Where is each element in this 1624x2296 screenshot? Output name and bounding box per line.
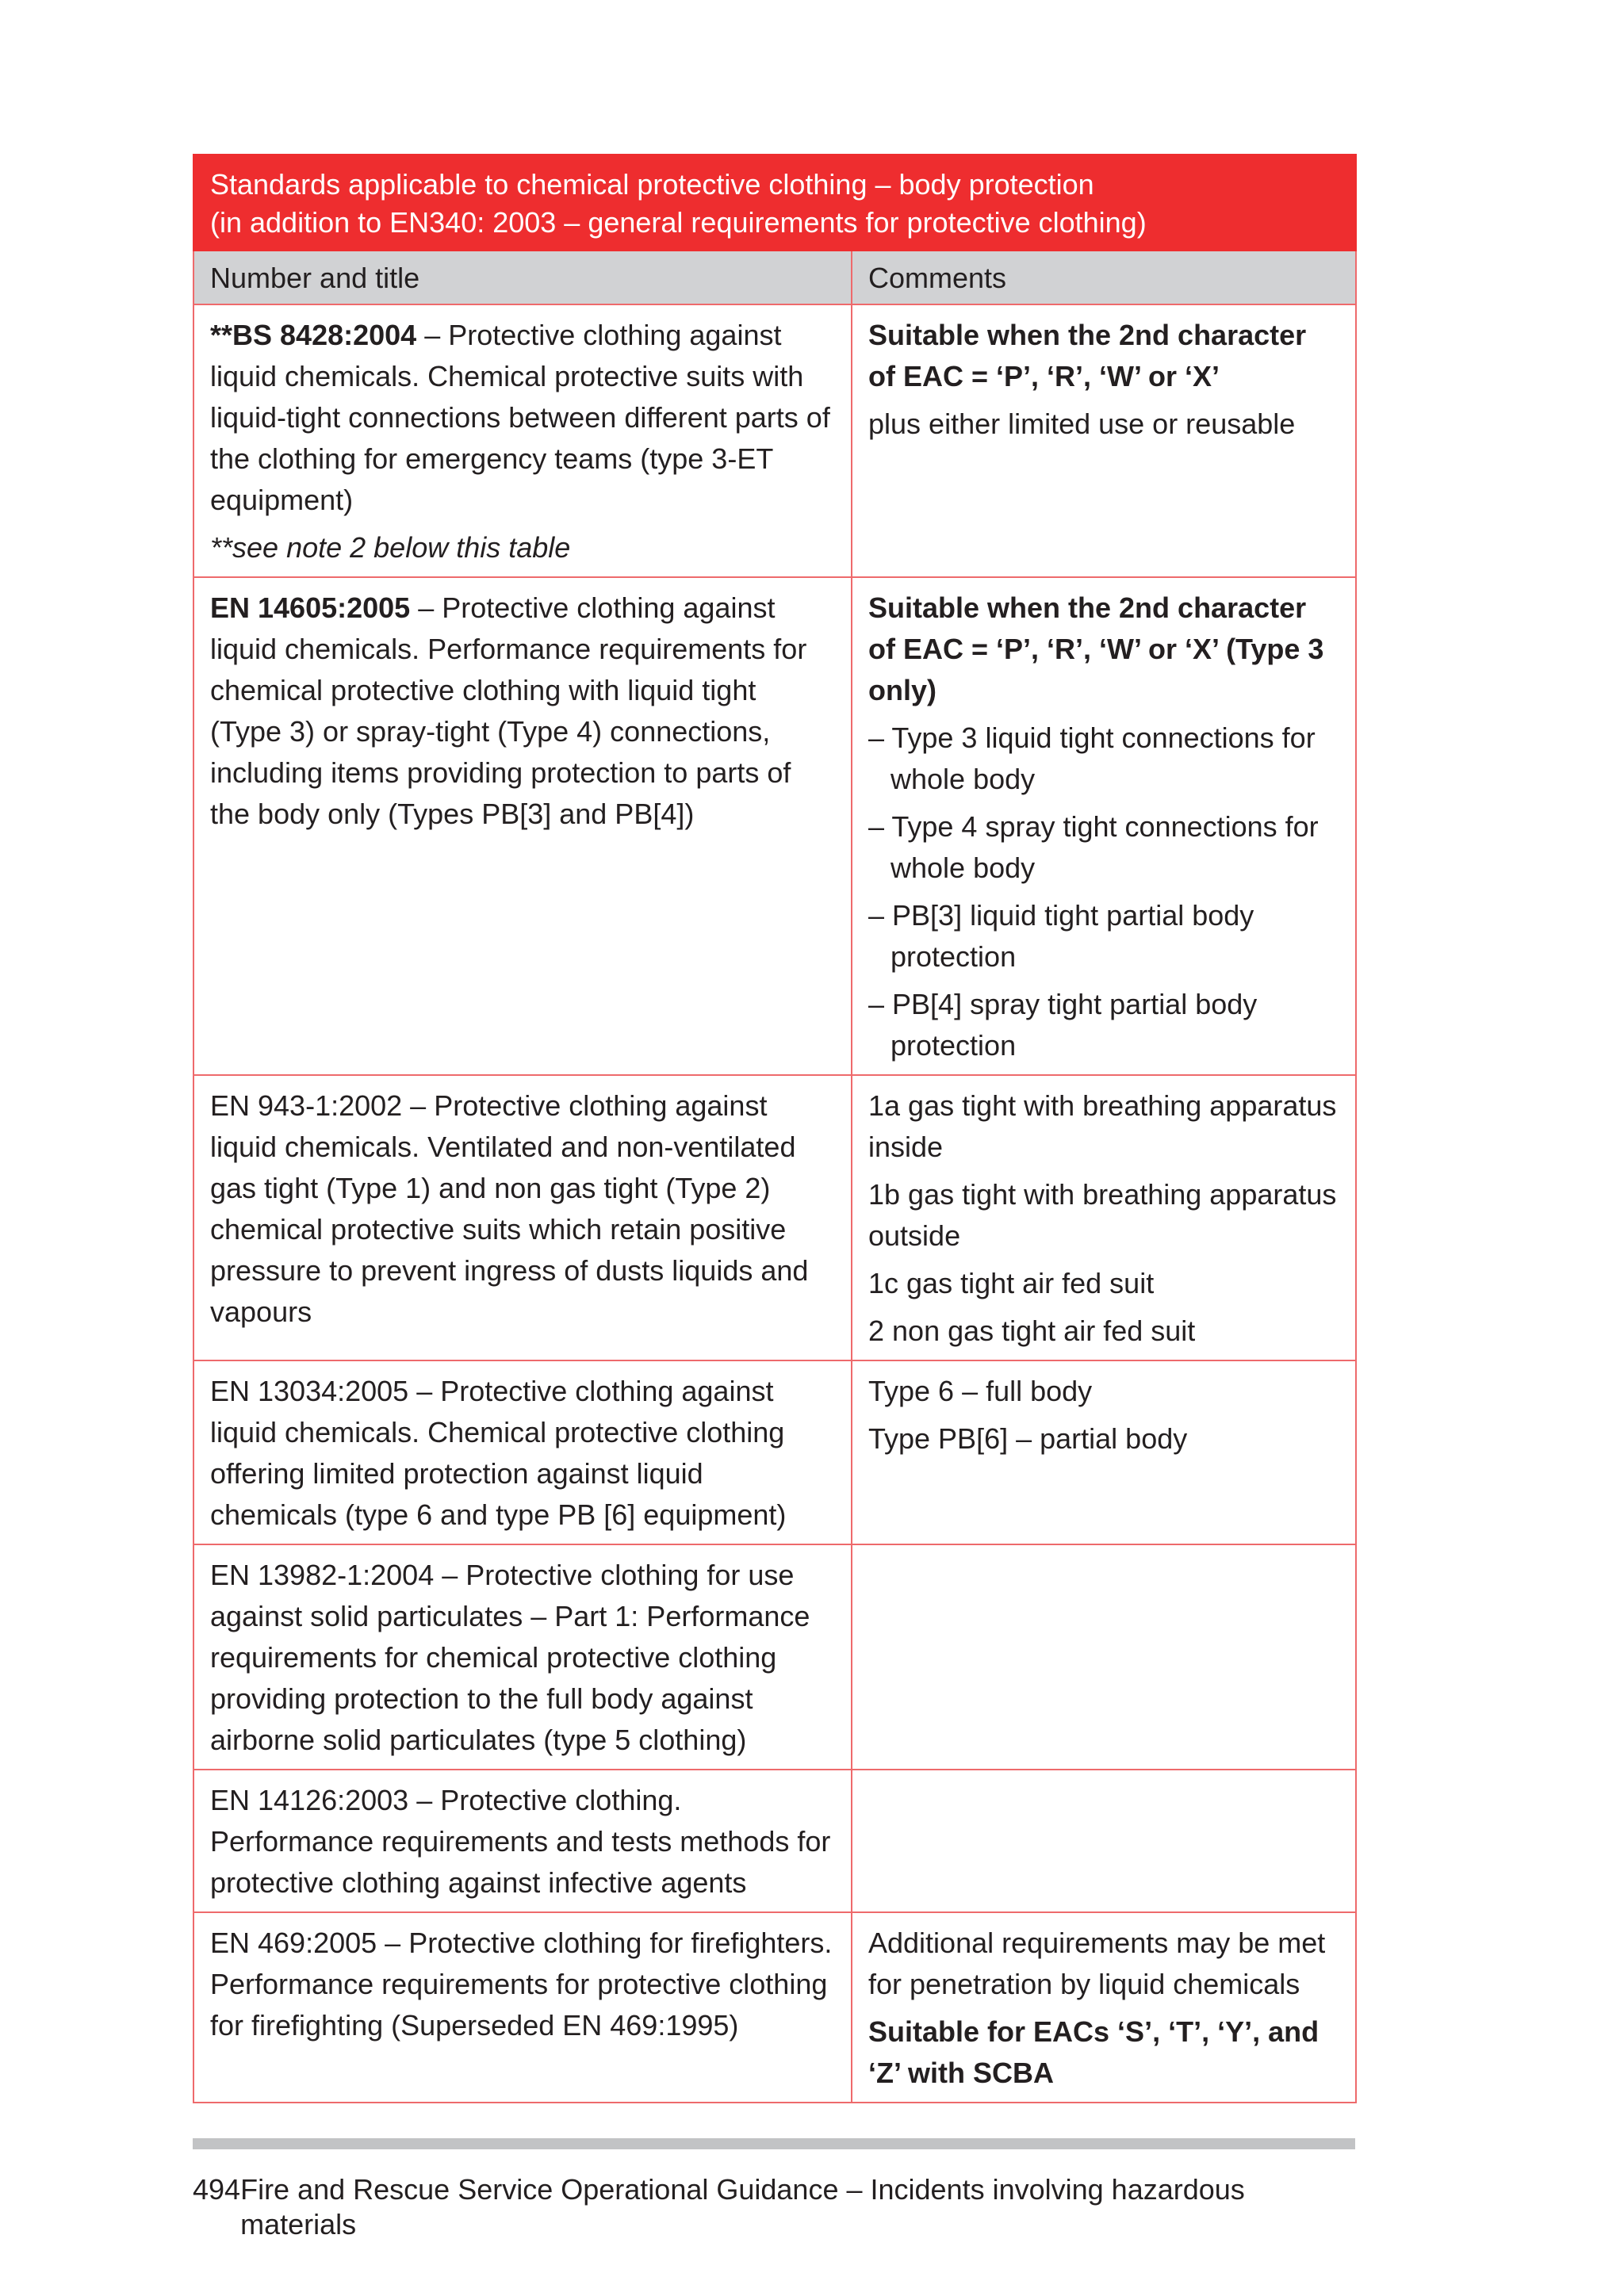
standard-cell [193, 304, 852, 577]
comments-cell [852, 1075, 1356, 1360]
comments-cell [852, 577, 1356, 1075]
standard-title: – Protective clothing against liquid chemicals. Performance requirements for chemical protective clothing with liquid tight (Type 3) or spray-tight (Type 4) connections, including items providing protection to parts of the body only (Types PB[3] and PB[4]) [210, 591, 807, 830]
standard-number: **BS 8428:2004 [210, 319, 417, 351]
banner-line-1: Standards applicable to chemical protective clothing – body protection [210, 168, 1094, 201]
table-row [193, 577, 1356, 1075]
column-header-number-title: Number and title [193, 251, 852, 304]
standard-text [210, 315, 835, 521]
comment-bold: Suitable when the 2nd character of EAC = ‘P’, ‘R’, ‘W’ or ‘X’ (Type 3 only) [868, 591, 1324, 706]
standard-text: EN 13034:2005 – Protective clothing against liquid chemicals. Chemical protective clothing offering limited protection against liquid chemicals (type 6 and type PB [6] equipment) [210, 1375, 787, 1531]
standard-number: EN 14605:2005 [210, 591, 411, 624]
standard-cell [193, 577, 852, 1075]
standard-text: EN 14126:2003 – Protective clothing. Performance requirements and tests methods for protective clothing against infective agents [210, 1784, 831, 1899]
table-row [193, 1770, 1356, 1912]
standard-cell [193, 1912, 852, 2103]
comment-line: Type PB[6] – partial body [868, 1422, 1188, 1455]
table-row [193, 1360, 1356, 1544]
standard-text: EN 13982-1:2004 – Protective clothing for use against solid particulates – Part 1: Performance requirements for chemical protective clothing providing protection to the full body against airborne solid particulates (type 5 clothing) [210, 1559, 810, 1756]
comment-line: – PB[4] spray tight partial body protection [868, 988, 1258, 1062]
comment-line: – Type 3 liquid tight connections for whole body [868, 721, 1316, 795]
comments-cell [852, 1912, 1356, 2103]
comments-cell [852, 1360, 1356, 1544]
comment-line: Type 6 – full body [868, 1375, 1093, 1407]
comment-line: plus either limited use or reusable [868, 408, 1296, 440]
comment-bold: Suitable when the 2nd character of EAC = ‘P’, ‘R’, ‘W’ or ‘X’ [868, 319, 1307, 392]
standard-cell [193, 1770, 852, 1912]
standard-text [210, 587, 835, 835]
page-footer [193, 2172, 1355, 2242]
banner-line-2: (in addition to EN340: 2003 – general requirements for protective clothing) [210, 206, 1147, 239]
footer-rule [193, 2138, 1355, 2149]
comment-line: – PB[3] liquid tight partial body protection [868, 899, 1254, 973]
comment-line: – Type 4 spray tight connections for whole body [868, 810, 1319, 884]
comment-bold: Suitable for EACs ‘S’, ‘T’, ‘Y’, and ‘Z’ with SCBA [868, 2015, 1320, 2089]
page-number: 494 [193, 2173, 241, 2206]
standard-title: – Protective clothing against liquid chemicals. Chemical protective suits with liquid-tight connections between different parts of the clothing for emergency teams (type 3-ET equipment) [210, 319, 830, 516]
standard-note: **see note 2 below this table [210, 531, 571, 564]
standard-cell [193, 1360, 852, 1544]
document-title: Fire and Rescue Service Operational Guidance – Incidents involving hazardous materials [240, 2173, 1245, 2241]
table-banner [193, 155, 1356, 251]
table-row [193, 1544, 1356, 1770]
comment-line: 1a gas tight with breathing apparatus inside [868, 1089, 1337, 1163]
standard-cell [193, 1075, 852, 1360]
table-row [193, 1912, 1356, 2103]
standards-table-wrap [193, 154, 1355, 2103]
comment-line: Additional requirements may be met for penetration by liquid chemicals [868, 1927, 1326, 2000]
standards-table [193, 154, 1357, 2103]
comment-line: 1c gas tight air fed suit [868, 1267, 1155, 1299]
table-header-row [193, 251, 1356, 304]
table-row [193, 1075, 1356, 1360]
comments-cell [852, 1770, 1356, 1912]
standard-text: EN 943-1:2002 – Protective clothing against liquid chemicals. Ventilated and non-ventilated gas tight (Type 1) and non gas tight (Type 2) chemical protective suits which retain positive pressure to prevent ingress of dusts liquids and vapours [210, 1089, 809, 1328]
table-row [193, 304, 1356, 577]
comments-cell [852, 1544, 1356, 1770]
comments-cell [852, 304, 1356, 577]
comment-line: 1b gas tight with breathing apparatus outside [868, 1178, 1337, 1252]
comment-line: 2 non gas tight air fed suit [868, 1314, 1196, 1347]
standard-cell [193, 1544, 852, 1770]
table-banner-row [193, 155, 1356, 251]
column-header-comments: Comments [852, 251, 1356, 304]
standard-text: EN 469:2005 – Protective clothing for firefighters. Performance requirements for protective clothing for firefighting (Superseded EN 469:1995) [210, 1927, 833, 2042]
